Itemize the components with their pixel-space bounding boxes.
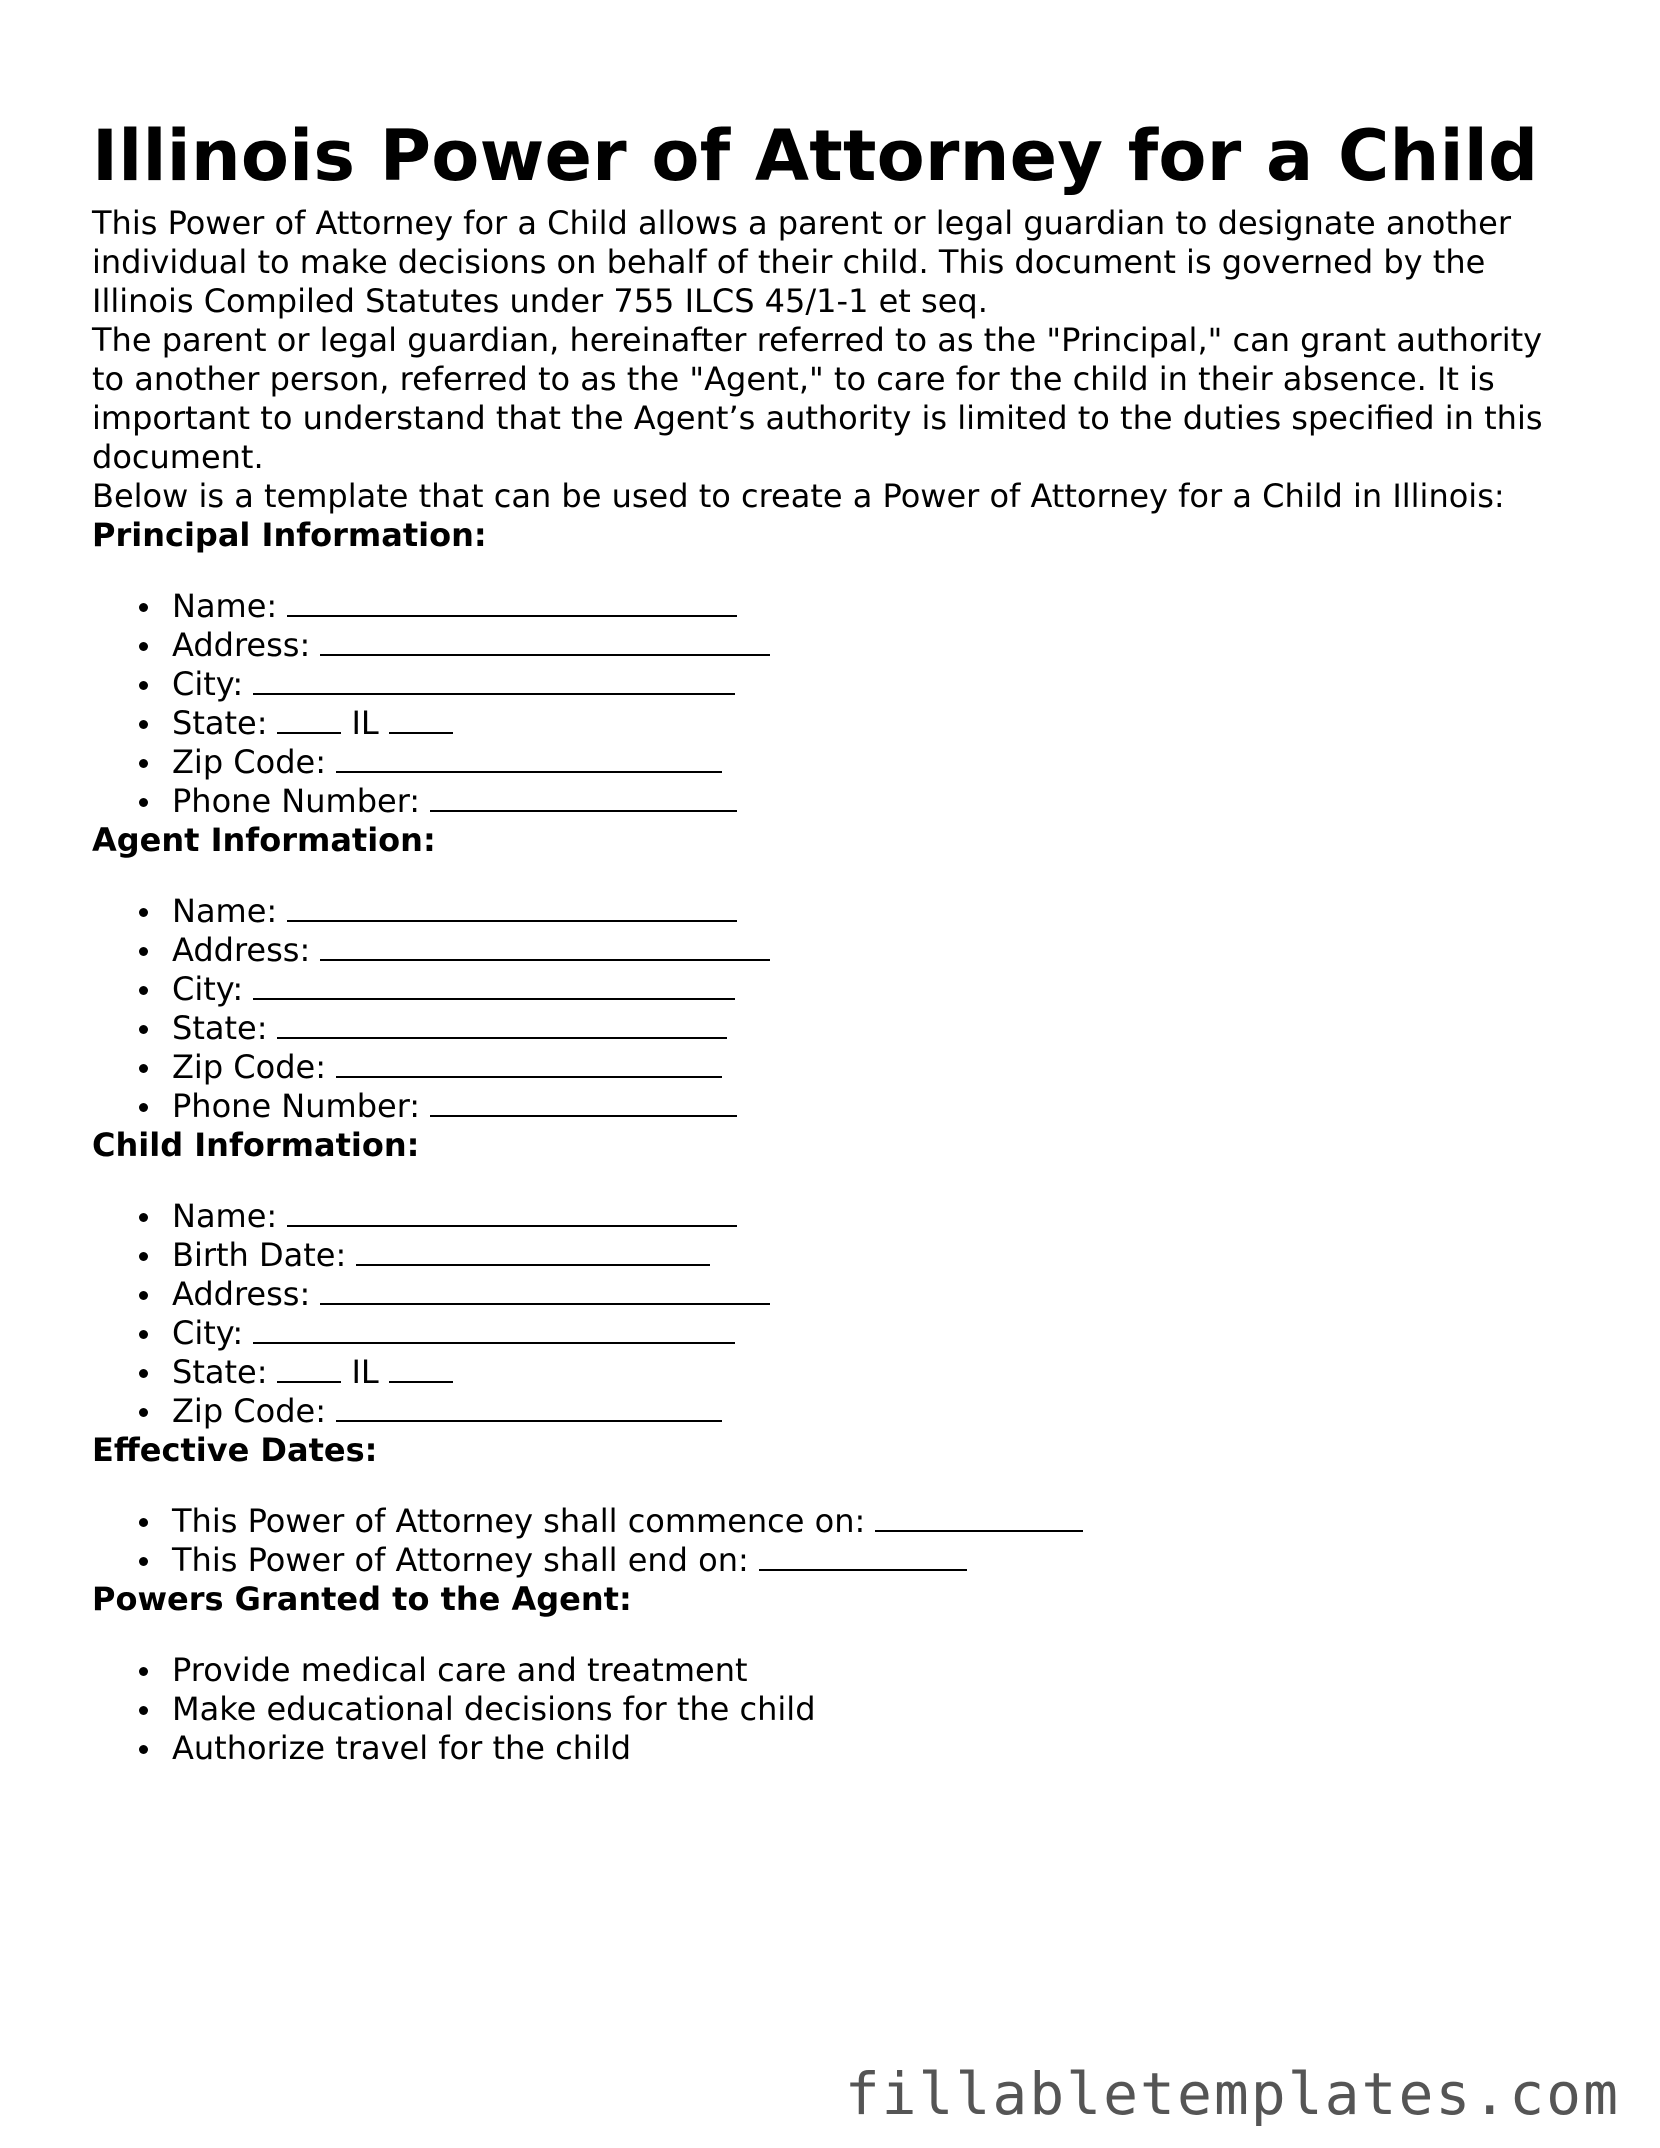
agent-phone-label: Phone Number: [172,1087,421,1125]
child-city-field [92,1314,1572,1353]
power-item: Provide medical care and treatment [92,1651,1572,1690]
principal-name-label: Name: [172,587,278,625]
agent-state-field [92,1009,1572,1048]
powers-list [92,1651,1572,1768]
principal-address-field [92,626,1572,665]
power-item: Make educational decisions for the child [92,1690,1572,1729]
child-zip-field [92,1392,1572,1431]
child-state-value: IL [351,1353,379,1391]
agent-phone-field [92,1087,1572,1126]
power-item: Authorize travel for the child [92,1729,1572,1768]
child-birth-date-field [92,1236,1572,1275]
child-address-blank[interactable] [320,1275,770,1305]
principal-state-value: IL [351,704,379,742]
intro-paragraph-3: Below is a template that can be used to create a Power of Attorney for a Child in Illinois: [92,477,1505,515]
document-title: Illinois Power of Attorney for a Child [92,115,1539,197]
agent-name-field [92,892,1572,931]
commence-date-field [92,1502,1572,1541]
child-fields [92,1197,1572,1431]
principal-city-field [92,665,1572,704]
agent-address-field [92,931,1572,970]
child-zip-label: Zip Code: [172,1392,326,1430]
end-date-field [92,1541,1572,1580]
child-state-blank-right[interactable] [389,1353,453,1383]
child-zip-blank[interactable] [336,1392,722,1422]
principal-address-label: Address: [172,626,311,664]
principal-city-blank[interactable] [253,665,735,695]
end-date-blank[interactable] [759,1541,967,1571]
principal-name-field [92,587,1572,626]
agent-heading: Agent Information: [92,821,436,859]
intro-paragraph-2: The parent or legal guardian, hereinafter referred to as the "Principal," can grant authority to another person, referred to as the "Agent," to care for the child in their absence. It is important to understand that the Agent’s authority is limited to the duties specified in this document. [92,321,1543,476]
agent-phone-blank[interactable] [430,1087,737,1117]
agent-address-label: Address: [172,931,311,969]
principal-city-label: City: [172,665,244,703]
child-city-blank[interactable] [253,1314,735,1344]
principal-address-blank[interactable] [320,626,770,656]
dates-fields [92,1502,1572,1580]
principal-zip-blank[interactable] [336,743,722,773]
child-state-label: State: [172,1353,268,1391]
child-address-label: Address: [172,1275,311,1313]
agent-zip-label: Zip Code: [172,1048,326,1086]
agent-fields [92,892,1572,1126]
child-name-label: Name: [172,1197,278,1235]
document-page [92,108,1572,1768]
agent-name-blank[interactable] [287,892,737,922]
powers-heading: Powers Granted to the Agent: [92,1580,632,1618]
child-city-label: City: [172,1314,244,1352]
agent-city-label: City: [172,970,244,1008]
agent-state-label: State: [172,1009,268,1047]
agent-city-field [92,970,1572,1009]
child-state-field [92,1353,1572,1392]
principal-state-label: State: [172,704,268,742]
principal-name-blank[interactable] [287,587,737,617]
agent-address-blank[interactable] [320,931,770,961]
child-name-blank[interactable] [287,1197,737,1227]
child-address-field [92,1275,1572,1314]
principal-phone-blank[interactable] [430,782,737,812]
agent-state-blank[interactable] [277,1009,727,1039]
child-state-blank-left[interactable] [277,1353,341,1383]
agent-zip-blank[interactable] [336,1048,722,1078]
end-date-label: This Power of Attorney shall end on: [172,1541,749,1579]
principal-phone-field [92,782,1572,821]
child-birth-date-label: Birth Date: [172,1236,347,1274]
principal-heading: Principal Information: [92,516,487,554]
principal-state-field [92,704,1572,743]
agent-zip-field [92,1048,1572,1087]
principal-zip-field [92,743,1572,782]
agent-name-label: Name: [172,892,278,930]
child-heading: Child Information: [92,1126,420,1164]
principal-phone-label: Phone Number: [172,782,421,820]
principal-state-blank-right[interactable] [389,704,453,734]
commence-date-blank[interactable] [875,1502,1083,1532]
agent-city-blank[interactable] [253,970,735,1000]
commence-date-label: This Power of Attorney shall commence on: [172,1502,866,1540]
watermark: fillabletemplates.com [844,2060,1620,2128]
dates-heading: Effective Dates: [92,1431,378,1469]
principal-zip-label: Zip Code: [172,743,326,781]
intro-paragraph-1: This Power of Attorney for a Child allows a parent or legal guardian to designate another individual to make decisions on behalf of their child. This document is governed by the Illinois Compiled Statutes under 755 ILCS 45/1-1 et seq. [92,204,1511,320]
principal-fields [92,587,1572,821]
principal-state-blank-left[interactable] [277,704,341,734]
child-birth-date-blank[interactable] [356,1236,710,1266]
child-name-field [92,1197,1572,1236]
